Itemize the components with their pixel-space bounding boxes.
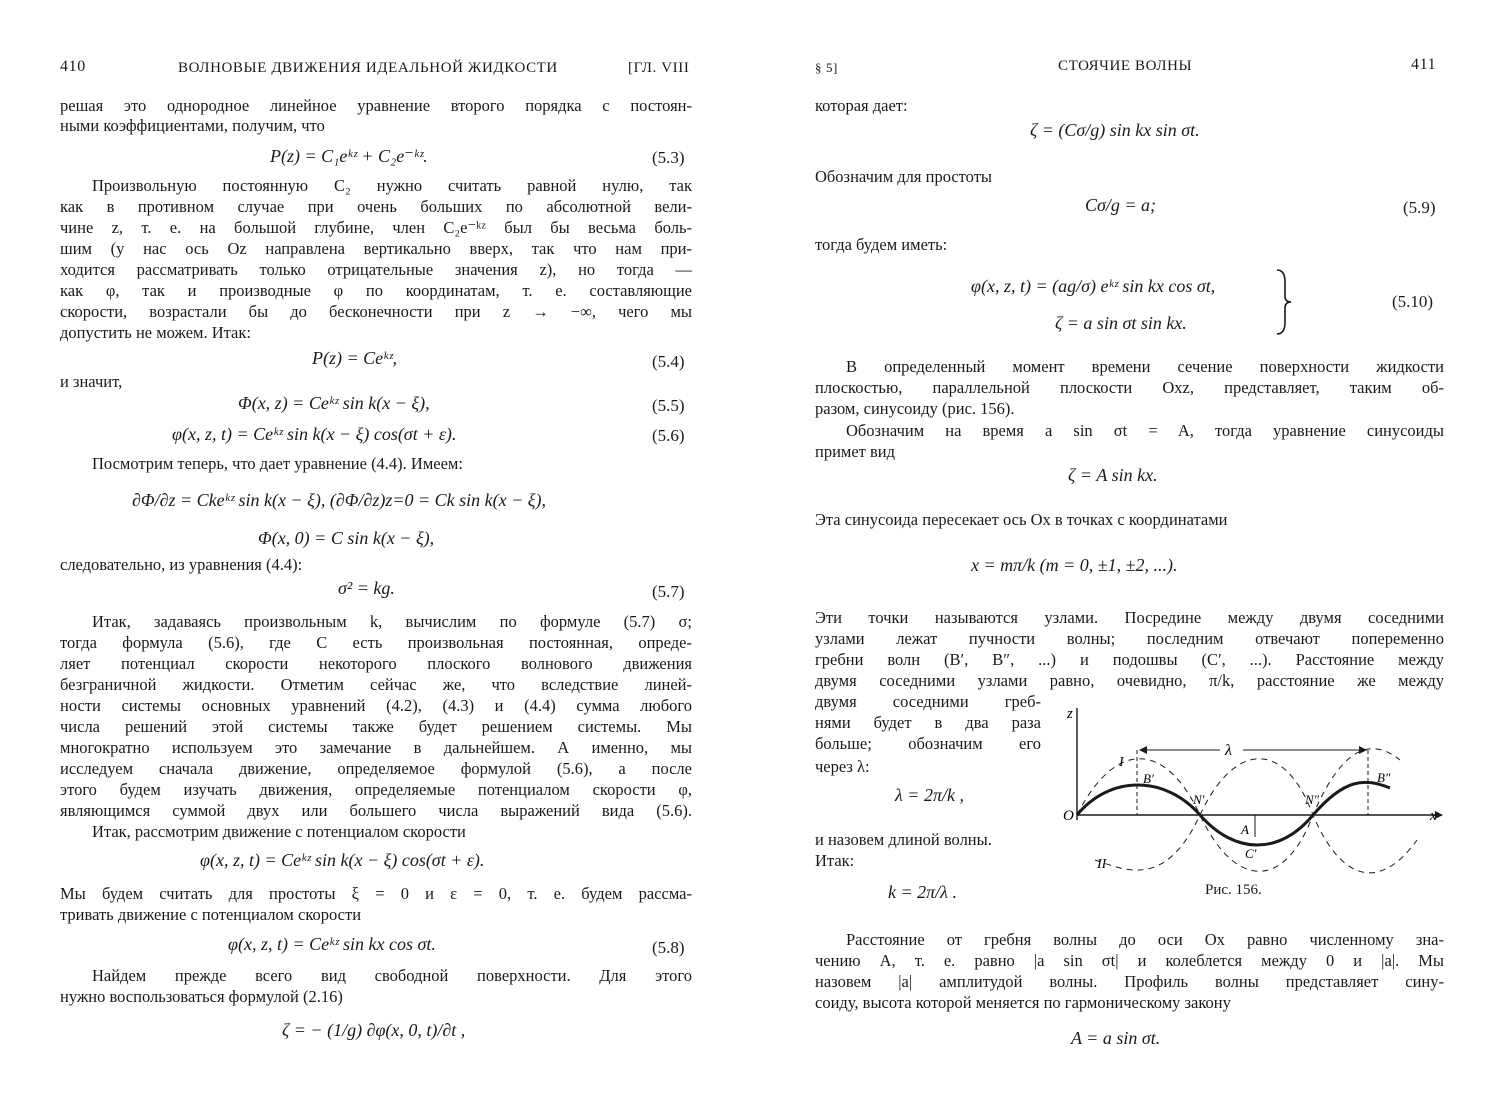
equation: Φ(x, 0) = C sin k(x − ξ),: [258, 528, 435, 548]
equation: φ(x, z, t) = Ceᵏᶻ sin k(x − ξ) cos(σt + ε).: [172, 424, 457, 444]
equation: ζ = A sin kx.: [1068, 465, 1158, 485]
text-line: Итак, рассмотрим движение с потенциалом скорости: [92, 822, 466, 841]
equation: σ² = kg.: [338, 578, 395, 598]
equation: ζ = − (1/g) ∂φ(x, 0, t)/∂t ,: [282, 1020, 466, 1040]
text-line: назовем |a| амплитудой волны. Профиль волны представляет сину-: [815, 972, 1444, 991]
text-line: соиду, высота которой меняется по гармоническому закону: [815, 993, 1231, 1012]
text-line: Эти точки называются узлами. Посредине между двумя соседними: [815, 608, 1444, 627]
equation-number: (5.6): [652, 426, 685, 445]
dashed-wave-I: [1077, 749, 1400, 872]
text-line: как в противном случае при очень больших по абсолютной вели-: [60, 197, 692, 216]
fig-label: x: [1430, 808, 1437, 824]
text-line: которая дает:: [815, 96, 908, 115]
text-line: нужно воспользоваться формулой (2.16): [60, 987, 343, 1006]
text-line: числа решений этой системы также будет решением системы. Мы: [60, 717, 692, 736]
standing-wave-figure: [1055, 700, 1445, 875]
text-line: Произвольную постоянную C₂ нужно считать равной нулю, так: [92, 176, 692, 195]
fig-label: N″: [1305, 792, 1320, 807]
text-line: и значит,: [60, 372, 123, 391]
equation: x = mπ/k (m = 0, ±1, ±2, ...).: [971, 555, 1178, 575]
figure-caption: Рис. 156.: [1205, 882, 1262, 898]
solid-wave: [1077, 782, 1390, 845]
equation-number: (5.5): [652, 396, 685, 415]
brace-icon: [1275, 268, 1295, 336]
text-line: разом, синусоиду (рис. 156).: [815, 399, 1015, 418]
page-number: 410: [60, 58, 86, 75]
text-line: тогда формула (5.6), где C есть произвольная постоянная, опреде-: [60, 633, 692, 652]
text-line: Эта синусоида пересекает ось Ox в точках с координатами: [815, 510, 1228, 529]
text-line: шим (у нас ось Oz направлена вертикально вверх, так что нам при-: [60, 239, 692, 258]
text-line: гребни волн (B′, B″, ...) и подошвы (C′, ...). Расстояние между: [815, 650, 1444, 669]
running-title: ВОЛНОВЫЕ ДВИЖЕНИЯ ИДЕАЛЬНОЙ ЖИДКОСТИ: [178, 60, 558, 76]
text-line: и назовем длиной волны.: [815, 830, 992, 849]
section-label: § 5]: [815, 60, 838, 75]
equation: P(z) = C₁eᵏᶻ + C₂e⁻ᵏᶻ.: [270, 146, 428, 166]
text-line: ности системы основных уравнений (4.2), (4.3) и (4.4) сумма любого: [60, 696, 692, 715]
text-line: чению A, т. е. равно |a sin σt| и колеблется между 0 и |a|. Мы: [815, 951, 1444, 970]
equation: λ = 2π/k ,: [895, 785, 964, 805]
equation-number: (5.4): [652, 352, 685, 371]
equation: Φ(x, z) = Ceᵏᶻ sin k(x − ξ),: [238, 393, 430, 413]
equation: ζ = a sin σt sin kx.: [1055, 313, 1187, 333]
text-line: Итак:: [815, 851, 855, 870]
equation-number: (5.9): [1403, 198, 1436, 217]
fig-label: B′: [1143, 771, 1154, 786]
text-line: ными коэффициентами, получим, что: [60, 116, 325, 135]
text-line: В определенный момент времени сечение поверхности жидкости: [846, 357, 1444, 376]
text-line: многократно используем это замечание в дальнейшем. А именно, мы: [60, 738, 692, 757]
fig-label: N′: [1193, 792, 1205, 807]
equation: φ(x, z, t) = Ceᵏᶻ sin kx cos σt.: [228, 934, 436, 954]
running-title: СТОЯЧИЕ ВОЛНЫ: [1058, 58, 1193, 74]
text-line: двумя соседними греб-: [815, 692, 1041, 711]
text-line: исследуем сначала движение, определяемое формулой (5.6), а после: [60, 759, 692, 778]
equation: ζ = (Cσ/g) sin kx sin σt.: [1030, 120, 1200, 140]
text-line: Итак, задаваясь произвольным k, вычислим по формуле (5.7) σ;: [92, 612, 692, 631]
equation: k = 2π/λ .: [888, 882, 957, 902]
text-line: через λ:: [815, 757, 870, 776]
text-line: Мы будем считать для простоты ξ = 0 и ε = 0, т. е. будем рассма-: [60, 884, 692, 903]
text-line: узлами лежат пучности волны; последним отвечают попеременно: [815, 629, 1444, 648]
left-page: [0, 0, 745, 1104]
text-line: плоскостью, параллельной плоскости Oxz, представляет, таким об-: [815, 378, 1444, 397]
text-line: Обозначим на время a sin σt = A, тогда уравнение синусоиды: [846, 421, 1444, 440]
fig-label: B″: [1377, 770, 1391, 785]
equation-number: (5.3): [652, 148, 685, 167]
equation-number: (5.10): [1392, 292, 1434, 311]
fig-label: A: [1241, 822, 1249, 837]
text-line: двумя соседними узлами равно, очевидно, π/k, расстояние же между: [815, 671, 1444, 690]
text-line: больше; обозначим его: [815, 734, 1041, 753]
fig-label: λ: [1225, 742, 1232, 759]
equation: φ(x, z, t) = Ceᵏᶻ sin k(x − ξ) cos(σt + ε).: [200, 850, 485, 870]
fig-label: II: [1097, 857, 1107, 872]
text-line: как φ, так и производные φ по координатам, т. е. составляющие: [60, 281, 692, 300]
text-line: нями будет в два раза: [815, 713, 1041, 732]
text-line: Обозначим для простоты: [815, 167, 992, 186]
text-line: допустить не можем. Итак:: [60, 323, 251, 342]
text-line: ляет потенциал скорости некоторого плоского волнового движения: [60, 654, 692, 673]
equation-number: (5.7): [652, 582, 685, 601]
equation: φ(x, z, t) = (ag/σ) eᵏᶻ sin kx cos σt,: [971, 276, 1216, 296]
text-line: решая это однородное линейное уравнение второго порядка с постоян-: [60, 96, 692, 115]
fig-label: z: [1067, 706, 1073, 722]
text-line: Найдем прежде всего вид свободной поверхности. Для этого: [92, 966, 692, 985]
chapter-label: [ГЛ. VIII: [628, 60, 690, 76]
equation: ∂Φ/∂z = Ckeᵏᶻ sin k(x − ξ), (∂Φ/∂z)z=0 = Ck sin k(x − ξ),: [132, 490, 546, 510]
text-line: следовательно, из уравнения (4.4):: [60, 555, 303, 574]
text-line: тривать движение с потенциалом скорости: [60, 905, 362, 924]
right-page: [745, 0, 1491, 1104]
fig-label: I: [1119, 755, 1124, 770]
equation: Cσ/g = a;: [1085, 195, 1157, 215]
page-number: 411: [1411, 56, 1437, 73]
text-line: Посмотрим теперь, что дает уравнение (4.4). Имеем:: [92, 454, 463, 473]
text-line: скорости, возрастали бы до бесконечности при z → −∞, чего мы: [60, 302, 692, 321]
text-line: тогда будем иметь:: [815, 235, 948, 254]
equation: P(z) = Ceᵏᶻ,: [312, 348, 398, 368]
text-line: Расстояние от гребня волны до оси Ox равно численному зна-: [846, 930, 1444, 949]
fig-label: O: [1063, 808, 1074, 824]
text-line: ходится рассматривать только отрицательные значения z), но тогда —: [60, 260, 692, 279]
text-line: чине z, т. е. на большой глубине, член C₂e⁻ᵏᶻ был бы весьма боль-: [60, 218, 692, 237]
text-line: примет вид: [815, 442, 896, 461]
text-line: являющимся суммой двух или большего числа выражений вида (5.6).: [60, 801, 692, 820]
equation: A = a sin σt.: [1071, 1028, 1161, 1048]
text-line: этого будем изучать движения, определяемые потенциалом скорости φ,: [60, 780, 692, 799]
fig-label: C′: [1245, 846, 1257, 861]
text-line: безграничной жидкости. Отметим сейчас же, что вследствие линей-: [60, 675, 692, 694]
equation-number: (5.8): [652, 938, 685, 957]
